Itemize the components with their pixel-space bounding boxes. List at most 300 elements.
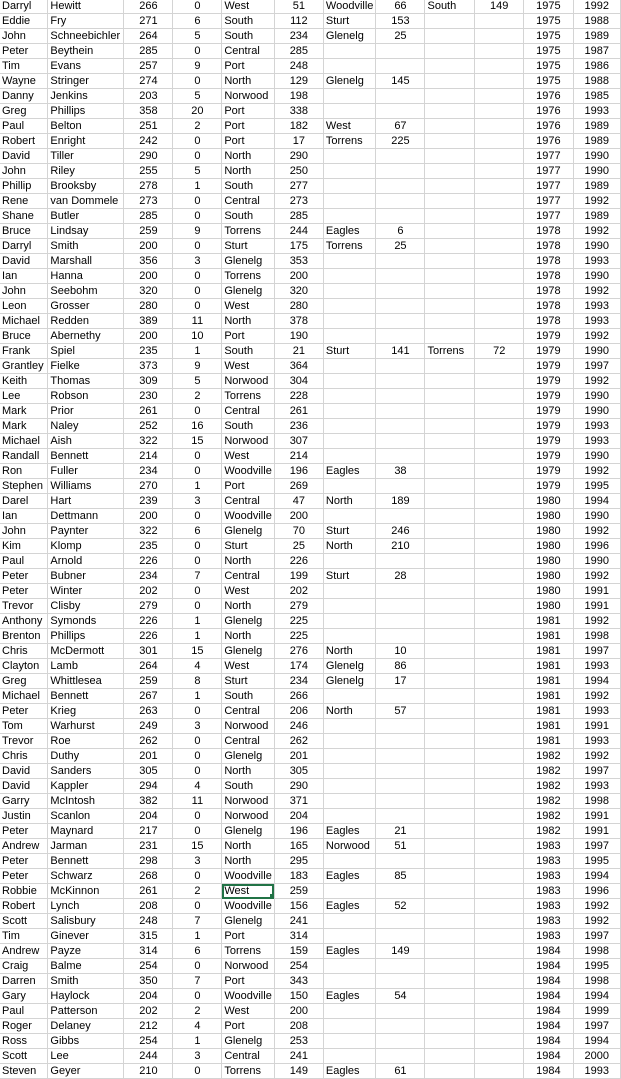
cell-stat-2[interactable]: 20	[173, 104, 222, 119]
cell-club-1[interactable]: Woodville	[222, 899, 275, 914]
cell-year-end[interactable]: 1997	[573, 839, 620, 854]
cell-club-3[interactable]	[425, 929, 475, 944]
cell-club-3[interactable]	[425, 89, 475, 104]
cell-club-2-games[interactable]: 17	[376, 674, 425, 689]
cell-club-2[interactable]	[323, 794, 376, 809]
cell-club-3-games[interactable]	[475, 14, 524, 29]
cell-stat-2[interactable]: 0	[173, 554, 222, 569]
cell-stat-2[interactable]: 0	[173, 764, 222, 779]
cell-games-total[interactable]: 217	[124, 824, 173, 839]
cell-last-name[interactable]: Schwarz	[48, 869, 124, 884]
cell-games-total[interactable]: 254	[124, 1034, 173, 1049]
cell-club-3[interactable]	[425, 239, 475, 254]
cell-club-3[interactable]	[425, 179, 475, 194]
cell-year-start[interactable]: 1981	[524, 704, 573, 719]
cell-games-total[interactable]: 214	[124, 449, 173, 464]
cell-first-name[interactable]: Mark	[0, 404, 48, 419]
cell-club-1-games[interactable]: 175	[274, 239, 323, 254]
cell-club-1-games[interactable]: 261	[274, 404, 323, 419]
cell-year-start[interactable]: 1982	[524, 794, 573, 809]
cell-club-1-games[interactable]: 253	[274, 1034, 323, 1049]
cell-stat-2[interactable]: 9	[173, 59, 222, 74]
cell-stat-2[interactable]: 4	[173, 779, 222, 794]
cell-club-2-games[interactable]	[376, 719, 425, 734]
cell-year-start[interactable]: 1984	[524, 1049, 573, 1064]
cell-last-name[interactable]: Payze	[48, 944, 124, 959]
cell-last-name[interactable]: Schneebichler	[48, 29, 124, 44]
cell-last-name[interactable]: Symonds	[48, 614, 124, 629]
cell-last-name[interactable]: Naley	[48, 419, 124, 434]
cell-first-name[interactable]: Tom	[0, 719, 48, 734]
cell-club-1-games[interactable]: 241	[274, 1049, 323, 1064]
cell-year-end[interactable]: 1990	[573, 449, 620, 464]
cell-games-total[interactable]: 200	[124, 269, 173, 284]
cell-first-name[interactable]: Bruce	[0, 329, 48, 344]
cell-club-1[interactable]: West	[222, 299, 275, 314]
cell-last-name[interactable]: Warhurst	[48, 719, 124, 734]
cell-club-3-games[interactable]	[475, 614, 524, 629]
cell-club-2-games[interactable]	[376, 269, 425, 284]
cell-games-total[interactable]: 264	[124, 659, 173, 674]
cell-club-2[interactable]: Sturt	[323, 344, 376, 359]
cell-year-start[interactable]: 1978	[524, 284, 573, 299]
cell-club-3[interactable]	[425, 839, 475, 854]
cell-club-1[interactable]: North	[222, 554, 275, 569]
cell-club-3[interactable]	[425, 884, 475, 899]
cell-club-2-games[interactable]	[376, 299, 425, 314]
cell-club-1-games[interactable]: 246	[274, 719, 323, 734]
cell-last-name[interactable]: Bubner	[48, 569, 124, 584]
cell-club-1[interactable]: Central	[222, 569, 275, 584]
cell-club-1-games[interactable]: 200	[274, 269, 323, 284]
cell-year-end[interactable]: 1989	[573, 179, 620, 194]
cell-first-name[interactable]: Bruce	[0, 224, 48, 239]
cell-club-3-games[interactable]	[475, 134, 524, 149]
cell-club-3-games[interactable]	[475, 494, 524, 509]
cell-club-1[interactable]: Port	[222, 974, 275, 989]
cell-club-1-games[interactable]: 285	[274, 44, 323, 59]
cell-first-name[interactable]: Peter	[0, 824, 48, 839]
cell-club-1-games[interactable]: 196	[274, 464, 323, 479]
cell-club-2-games[interactable]	[376, 149, 425, 164]
cell-stat-2[interactable]: 1	[173, 629, 222, 644]
cell-year-end[interactable]: 1990	[573, 149, 620, 164]
cell-year-start[interactable]: 1983	[524, 884, 573, 899]
cell-club-3-games[interactable]	[475, 329, 524, 344]
cell-club-2-games[interactable]: 61	[376, 1064, 425, 1079]
cell-first-name[interactable]: Gary	[0, 989, 48, 1004]
cell-year-start[interactable]: 1975	[524, 0, 573, 14]
cell-club-2[interactable]	[323, 599, 376, 614]
cell-club-1[interactable]: Sturt	[222, 539, 275, 554]
cell-club-2[interactable]	[323, 314, 376, 329]
cell-club-1-games[interactable]: 307	[274, 434, 323, 449]
cell-club-2[interactable]	[323, 1019, 376, 1034]
cell-year-start[interactable]: 1978	[524, 224, 573, 239]
cell-club-1-games[interactable]: 234	[274, 674, 323, 689]
cell-first-name[interactable]: Wayne	[0, 74, 48, 89]
cell-club-3[interactable]	[425, 494, 475, 509]
cell-first-name[interactable]: Kim	[0, 539, 48, 554]
cell-stat-2[interactable]: 1	[173, 344, 222, 359]
cell-club-3-games[interactable]	[475, 884, 524, 899]
cell-year-end[interactable]: 1991	[573, 809, 620, 824]
cell-club-1-games[interactable]: 51	[274, 0, 323, 14]
cell-club-1[interactable]: Central	[222, 404, 275, 419]
cell-club-1[interactable]: Glenelg	[222, 284, 275, 299]
cell-club-1[interactable]: Norwood	[222, 374, 275, 389]
cell-year-start[interactable]: 1978	[524, 269, 573, 284]
cell-club-2-games[interactable]	[376, 584, 425, 599]
cell-last-name[interactable]: Smith	[48, 974, 124, 989]
cell-club-2-games[interactable]	[376, 689, 425, 704]
cell-club-3[interactable]	[425, 74, 475, 89]
cell-club-1-games[interactable]: 201	[274, 749, 323, 764]
cell-club-1[interactable]: North	[222, 74, 275, 89]
cell-club-1-games[interactable]: 159	[274, 944, 323, 959]
cell-year-end[interactable]: 1992	[573, 524, 620, 539]
cell-club-1-games[interactable]: 165	[274, 839, 323, 854]
cell-last-name[interactable]: Seebohm	[48, 284, 124, 299]
cell-stat-2[interactable]: 2	[173, 1004, 222, 1019]
cell-club-3[interactable]	[425, 899, 475, 914]
cell-last-name[interactable]: Sanders	[48, 764, 124, 779]
cell-club-2-games[interactable]	[376, 509, 425, 524]
cell-stat-2[interactable]: 0	[173, 464, 222, 479]
cell-club-1-games[interactable]: 320	[274, 284, 323, 299]
cell-club-2[interactable]	[323, 284, 376, 299]
cell-first-name[interactable]: Anthony	[0, 614, 48, 629]
cell-year-start[interactable]: 1980	[524, 569, 573, 584]
cell-club-3[interactable]	[425, 614, 475, 629]
cell-club-1-games[interactable]: 280	[274, 299, 323, 314]
cell-stat-2[interactable]: 0	[173, 869, 222, 884]
cell-games-total[interactable]: 280	[124, 299, 173, 314]
cell-club-3-games[interactable]	[475, 164, 524, 179]
cell-first-name[interactable]: Garry	[0, 794, 48, 809]
cell-games-total[interactable]: 252	[124, 419, 173, 434]
cell-club-1[interactable]: Sturt	[222, 239, 275, 254]
cell-first-name[interactable]: Keith	[0, 374, 48, 389]
cell-club-3-games[interactable]	[475, 1049, 524, 1064]
cell-year-start[interactable]: 1977	[524, 149, 573, 164]
cell-year-end[interactable]: 1994	[573, 869, 620, 884]
cell-last-name[interactable]: Beythein	[48, 44, 124, 59]
cell-year-start[interactable]: 1975	[524, 59, 573, 74]
cell-club-2[interactable]	[323, 1049, 376, 1064]
cell-games-total[interactable]: 264	[124, 29, 173, 44]
cell-first-name[interactable]: Michael	[0, 314, 48, 329]
cell-year-end[interactable]: 1993	[573, 704, 620, 719]
cell-club-3-games[interactable]	[475, 509, 524, 524]
cell-club-3[interactable]	[425, 464, 475, 479]
cell-club-1[interactable]: North	[222, 839, 275, 854]
cell-club-3-games[interactable]	[475, 269, 524, 284]
cell-last-name[interactable]: Tiller	[48, 149, 124, 164]
cell-club-1-games[interactable]: 70	[274, 524, 323, 539]
cell-year-end[interactable]: 1990	[573, 404, 620, 419]
cell-last-name[interactable]: Delaney	[48, 1019, 124, 1034]
cell-club-3-games[interactable]	[475, 59, 524, 74]
cell-games-total[interactable]: 274	[124, 74, 173, 89]
cell-year-start[interactable]: 1981	[524, 734, 573, 749]
cell-first-name[interactable]: Darel	[0, 494, 48, 509]
cell-year-start[interactable]: 1977	[524, 179, 573, 194]
cell-first-name[interactable]: Ian	[0, 509, 48, 524]
cell-club-1[interactable]: North	[222, 164, 275, 179]
cell-first-name[interactable]: Darren	[0, 974, 48, 989]
cell-club-3-games[interactable]	[475, 809, 524, 824]
cell-club-3-games[interactable]	[475, 794, 524, 809]
cell-games-total[interactable]: 200	[124, 509, 173, 524]
cell-last-name[interactable]: Hanna	[48, 269, 124, 284]
cell-year-start[interactable]: 1976	[524, 89, 573, 104]
cell-club-3-games[interactable]	[475, 569, 524, 584]
cell-last-name[interactable]: Aish	[48, 434, 124, 449]
cell-stat-2[interactable]: 0	[173, 284, 222, 299]
cell-club-3[interactable]	[425, 989, 475, 1004]
cell-last-name[interactable]: Balme	[48, 959, 124, 974]
cell-stat-2[interactable]: 0	[173, 74, 222, 89]
cell-stat-2[interactable]: 11	[173, 794, 222, 809]
cell-last-name[interactable]: Jarman	[48, 839, 124, 854]
cell-first-name[interactable]: John	[0, 524, 48, 539]
cell-first-name[interactable]: Craig	[0, 959, 48, 974]
cell-club-1-games[interactable]: 150	[274, 989, 323, 1004]
cell-stat-2[interactable]: 0	[173, 209, 222, 224]
cell-year-end[interactable]: 1992	[573, 614, 620, 629]
cell-year-end[interactable]: 1992	[573, 914, 620, 929]
cell-year-start[interactable]: 1979	[524, 359, 573, 374]
cell-games-total[interactable]: 356	[124, 254, 173, 269]
cell-club-3-games[interactable]	[475, 629, 524, 644]
cell-club-3-games[interactable]	[475, 674, 524, 689]
cell-club-2-games[interactable]	[376, 59, 425, 74]
cell-stat-2[interactable]: 9	[173, 359, 222, 374]
cell-last-name[interactable]: Lamb	[48, 659, 124, 674]
cell-stat-2[interactable]: 2	[173, 884, 222, 899]
cell-games-total[interactable]: 262	[124, 734, 173, 749]
cell-club-2[interactable]	[323, 269, 376, 284]
cell-games-total[interactable]: 263	[124, 704, 173, 719]
cell-club-2[interactable]: North	[323, 539, 376, 554]
cell-stat-2[interactable]: 10	[173, 329, 222, 344]
cell-club-3-games[interactable]: 149	[475, 0, 524, 14]
cell-year-start[interactable]: 1982	[524, 824, 573, 839]
cell-club-2-games[interactable]	[376, 884, 425, 899]
cell-last-name[interactable]: Patterson	[48, 1004, 124, 1019]
cell-club-3-games[interactable]	[475, 104, 524, 119]
cell-games-total[interactable]: 285	[124, 44, 173, 59]
cell-games-total[interactable]: 226	[124, 614, 173, 629]
cell-club-2[interactable]	[323, 329, 376, 344]
cell-last-name[interactable]: Evans	[48, 59, 124, 74]
cell-club-2[interactable]	[323, 884, 376, 899]
cell-club-1[interactable]: Glenelg	[222, 614, 275, 629]
cell-club-3-games[interactable]	[475, 404, 524, 419]
cell-games-total[interactable]: 202	[124, 584, 173, 599]
cell-first-name[interactable]: Trevor	[0, 599, 48, 614]
cell-first-name[interactable]: John	[0, 284, 48, 299]
cell-club-1[interactable]: Glenelg	[222, 749, 275, 764]
cell-club-3[interactable]	[425, 1064, 475, 1079]
cell-club-1[interactable]: Central	[222, 44, 275, 59]
cell-club-1[interactable]: Port	[222, 59, 275, 74]
cell-club-2-games[interactable]	[376, 434, 425, 449]
cell-year-start[interactable]: 1979	[524, 479, 573, 494]
cell-stat-2[interactable]: 5	[173, 29, 222, 44]
cell-year-end[interactable]: 1993	[573, 299, 620, 314]
cell-year-end[interactable]: 1997	[573, 359, 620, 374]
cell-club-2[interactable]	[323, 1034, 376, 1049]
cell-stat-2[interactable]: 3	[173, 1049, 222, 1064]
cell-club-1[interactable]: Glenelg	[222, 824, 275, 839]
cell-year-start[interactable]: 1975	[524, 29, 573, 44]
cell-club-1-games[interactable]: 314	[274, 929, 323, 944]
cell-last-name[interactable]: Arnold	[48, 554, 124, 569]
cell-games-total[interactable]: 202	[124, 1004, 173, 1019]
cell-club-2[interactable]: Glenelg	[323, 659, 376, 674]
cell-first-name[interactable]: Randall	[0, 449, 48, 464]
cell-club-2[interactable]: West	[323, 119, 376, 134]
cell-club-2-games[interactable]	[376, 389, 425, 404]
cell-games-total[interactable]: 389	[124, 314, 173, 329]
cell-year-end[interactable]: 1994	[573, 1034, 620, 1049]
cell-games-total[interactable]: 208	[124, 899, 173, 914]
cell-club-2-games[interactable]: 210	[376, 539, 425, 554]
cell-last-name[interactable]: Phillips	[48, 104, 124, 119]
cell-stat-2[interactable]: 15	[173, 839, 222, 854]
cell-club-2[interactable]: Eagles	[323, 869, 376, 884]
cell-club-1-games[interactable]: 228	[274, 389, 323, 404]
cell-club-3-games[interactable]	[475, 539, 524, 554]
cell-club-2[interactable]: Woodville	[323, 0, 376, 14]
cell-club-2[interactable]	[323, 374, 376, 389]
cell-year-end[interactable]: 1998	[573, 944, 620, 959]
cell-games-total[interactable]: 203	[124, 89, 173, 104]
cell-last-name[interactable]: Redden	[48, 314, 124, 329]
cell-club-3[interactable]	[425, 659, 475, 674]
cell-club-3-games[interactable]	[475, 899, 524, 914]
cell-games-total[interactable]: 231	[124, 839, 173, 854]
cell-last-name[interactable]: Prior	[48, 404, 124, 419]
cell-club-3-games[interactable]	[475, 854, 524, 869]
cell-last-name[interactable]: Williams	[48, 479, 124, 494]
cell-club-1-games[interactable]: 200	[274, 509, 323, 524]
cell-club-2-games[interactable]: 145	[376, 74, 425, 89]
cell-year-start[interactable]: 1984	[524, 1034, 573, 1049]
cell-club-1-games[interactable]: 225	[274, 629, 323, 644]
cell-club-1[interactable]: Central	[222, 194, 275, 209]
cell-games-total[interactable]: 242	[124, 134, 173, 149]
cell-year-end[interactable]: 1993	[573, 434, 620, 449]
cell-club-3-games[interactable]	[475, 704, 524, 719]
cell-club-3-games[interactable]	[475, 1034, 524, 1049]
cell-year-end[interactable]: 1993	[573, 734, 620, 749]
cell-club-2[interactable]: Eagles	[323, 944, 376, 959]
cell-games-total[interactable]: 239	[124, 494, 173, 509]
cell-club-1[interactable]: South	[222, 689, 275, 704]
cell-year-start[interactable]: 1975	[524, 74, 573, 89]
cell-club-1-games[interactable]: 248	[274, 59, 323, 74]
cell-last-name[interactable]: van Dommele	[48, 194, 124, 209]
cell-year-end[interactable]: 1988	[573, 14, 620, 29]
cell-games-total[interactable]: 201	[124, 749, 173, 764]
cell-club-1-games[interactable]: 304	[274, 374, 323, 389]
cell-first-name[interactable]: Robert	[0, 899, 48, 914]
cell-year-end[interactable]: 1992	[573, 464, 620, 479]
cell-year-end[interactable]: 1994	[573, 989, 620, 1004]
cell-games-total[interactable]: 251	[124, 119, 173, 134]
cell-club-1[interactable]: North	[222, 149, 275, 164]
cell-club-3[interactable]	[425, 329, 475, 344]
cell-stat-2[interactable]: 0	[173, 989, 222, 1004]
cell-stat-2[interactable]: 0	[173, 44, 222, 59]
cell-club-3[interactable]	[425, 749, 475, 764]
cell-club-1-games[interactable]: 277	[274, 179, 323, 194]
cell-club-2[interactable]	[323, 719, 376, 734]
cell-club-1[interactable]: Port	[222, 329, 275, 344]
cell-club-2[interactable]: Sturt	[323, 14, 376, 29]
cell-club-3[interactable]	[425, 374, 475, 389]
cell-stat-2[interactable]: 5	[173, 374, 222, 389]
cell-club-3[interactable]	[425, 854, 475, 869]
cell-year-start[interactable]: 1976	[524, 119, 573, 134]
cell-first-name[interactable]: David	[0, 764, 48, 779]
cell-games-total[interactable]: 204	[124, 989, 173, 1004]
cell-club-1-games[interactable]: 285	[274, 209, 323, 224]
cell-club-1-games[interactable]: 196	[274, 824, 323, 839]
cell-club-1[interactable]: Glenelg	[222, 914, 275, 929]
cell-club-1[interactable]: West	[222, 449, 275, 464]
cell-club-3-games[interactable]	[475, 284, 524, 299]
cell-club-2[interactable]	[323, 734, 376, 749]
cell-year-start[interactable]: 1982	[524, 809, 573, 824]
cell-club-1-games[interactable]: 234	[274, 29, 323, 44]
cell-club-3[interactable]	[425, 824, 475, 839]
cell-year-start[interactable]: 1983	[524, 839, 573, 854]
cell-club-3-games[interactable]	[475, 314, 524, 329]
cell-club-1-games[interactable]: 206	[274, 704, 323, 719]
cell-club-3-games[interactable]	[475, 839, 524, 854]
cell-stat-2[interactable]: 7	[173, 569, 222, 584]
cell-club-3[interactable]	[425, 944, 475, 959]
cell-club-2-games[interactable]: 225	[376, 134, 425, 149]
cell-club-2[interactable]	[323, 689, 376, 704]
cell-club-2-games[interactable]: 6	[376, 224, 425, 239]
cell-first-name[interactable]: John	[0, 164, 48, 179]
cell-club-3-games[interactable]: 72	[475, 344, 524, 359]
cell-stat-2[interactable]: 0	[173, 509, 222, 524]
cell-first-name[interactable]: Paul	[0, 1004, 48, 1019]
cell-year-start[interactable]: 1975	[524, 44, 573, 59]
cell-club-3[interactable]: South	[425, 0, 475, 14]
cell-year-start[interactable]: 1984	[524, 1019, 573, 1034]
cell-club-2-games[interactable]	[376, 629, 425, 644]
cell-games-total[interactable]: 350	[124, 974, 173, 989]
cell-club-1[interactable]: Port	[222, 479, 275, 494]
cell-club-2[interactable]	[323, 299, 376, 314]
cell-club-2[interactable]	[323, 434, 376, 449]
cell-club-1-games[interactable]: 200	[274, 1004, 323, 1019]
cell-games-total[interactable]: 268	[124, 869, 173, 884]
cell-club-2[interactable]	[323, 854, 376, 869]
cell-games-total[interactable]: 230	[124, 389, 173, 404]
cell-year-start[interactable]: 1978	[524, 254, 573, 269]
cell-year-start[interactable]: 1977	[524, 194, 573, 209]
cell-club-1[interactable]: South	[222, 779, 275, 794]
cell-year-start[interactable]: 1979	[524, 329, 573, 344]
